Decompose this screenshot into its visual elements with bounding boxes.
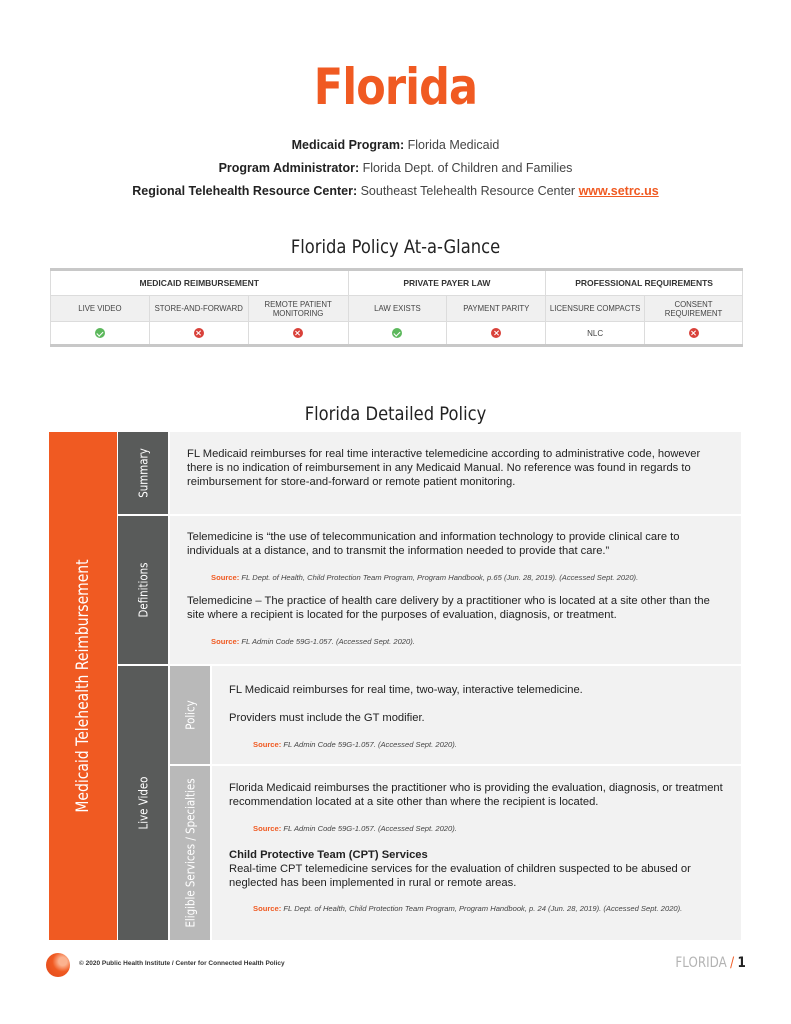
cchp-logo-icon	[46, 953, 70, 977]
group-private-payer-law: PRIVATE PAYER LAW	[348, 270, 546, 296]
policy-tab	[170, 666, 210, 764]
resource-center-label: Regional Telehealth Resource Center:	[132, 184, 358, 198]
val-payment-parity	[447, 322, 546, 346]
val-licensure-compacts: NLC	[546, 322, 645, 346]
definition-2-text: Telemedicine – The practice of health care delivery by a practitioner who is located at a site other than the site where a recipient is located for the purposes of evaluation, diagnosis, or treatment.	[187, 595, 710, 621]
glance-title: Florida Policy At-a-Glance	[290, 236, 501, 258]
footer-page-indicator	[676, 955, 746, 971]
val-remote-patient-monitoring	[248, 322, 348, 346]
footer-state: FLORIDA	[675, 955, 727, 971]
program-administrator-value: Florida Dept. of Children and Families	[362, 161, 573, 175]
policy-text-1: FL Medicaid reimburses for real time, two-way, interactive telemedicine.	[229, 684, 583, 696]
eligible-services-source: Source: FL Admin Code 59G-1.057. (Accessed Sept. 2020).	[253, 824, 457, 833]
definition-2-source: Source: FL Admin Code 59G-1.057. (Accessed Sept. 2020).	[211, 637, 415, 646]
category-bar	[49, 432, 117, 940]
definition-1-text: Telemedicine is “the use of telecommunication and information technology to provide clinical care to individuals at a distance, and to transmit the information needed to provide that care.”	[187, 531, 680, 557]
cpt-text: Real-time CPT telemedicine services for the evaluation of children suspected to be abused or neglected has been implemented in rural or remote areas.	[229, 863, 691, 889]
col-remote-patient-monitoring: REMOTE PATIENT MONITORING	[248, 296, 348, 322]
group-professional-requirements: PROFESSIONAL REQUIREMENTS	[546, 270, 743, 296]
source-label: Source:	[211, 573, 240, 582]
check-icon	[392, 328, 402, 338]
summary-text: FL Medicaid reimburses for real time interactive telemedicine according to administrative code, however there is no indication of reimbursement in any Medicaid Manual. No reference was found in regards to reimbursement for store-and-forward or remote patient monitoring.	[187, 448, 701, 488]
eligible-services-tab	[170, 766, 210, 940]
val-store-and-forward	[149, 322, 248, 346]
category-label: Medicaid Telehealth Reimbursement	[73, 559, 93, 813]
program-administrator-line	[0, 161, 791, 175]
col-licensure-compacts: LICENSURE COMPACTS	[546, 296, 645, 322]
cpt-source: Source: FL Dept. of Health, Child Protection Team Program, Program Handbook, p. 24 (Jun. 28, 2019). (Accessed Sept. 2020).	[253, 904, 683, 913]
definitions-label: Definitions	[135, 562, 151, 618]
col-store-and-forward: STORE-AND-FORWARD	[149, 296, 248, 322]
check-icon	[95, 328, 105, 338]
summary-tab	[118, 432, 168, 514]
group-medicaid-reimbursement: MEDICAID REIMBURSEMENT	[51, 270, 349, 296]
footer-separator: /	[730, 955, 735, 971]
glance-table	[50, 268, 743, 347]
page-number: 1	[737, 955, 746, 971]
source-label: Source:	[211, 637, 240, 646]
col-law-exists: LAW EXISTS	[348, 296, 447, 322]
source-label: Source:	[253, 904, 282, 913]
medicaid-program-line	[0, 138, 791, 152]
val-live-video	[51, 322, 150, 346]
col-consent-requirement: CONSENT REQUIREMENT	[645, 296, 743, 322]
page-title: Florida	[313, 58, 478, 116]
resource-center-line	[0, 184, 791, 198]
policy-label: Policy	[182, 700, 198, 730]
source-label: Source:	[253, 740, 282, 749]
policy-source: Source: FL Admin Code 59G-1.057. (Accessed Sept. 2020).	[253, 740, 457, 749]
detail-title: Florida Detailed Policy	[304, 403, 487, 425]
summary-label: Summary	[135, 448, 151, 498]
footer-copyright: © 2020 Public Health Institute / Center for Connected Health Policy	[79, 960, 285, 967]
val-consent-requirement	[645, 322, 743, 346]
resource-center-link[interactable]: www.setrc.us	[578, 184, 659, 198]
source-label: Source:	[253, 824, 282, 833]
col-live-video: LIVE VIDEO	[51, 296, 150, 322]
live-video-tab	[118, 666, 168, 940]
policy-text-2: Providers must include the GT modifier.	[229, 712, 425, 724]
medicaid-program-value: Florida Medicaid	[407, 138, 500, 152]
col-payment-parity: PAYMENT PARITY	[447, 296, 546, 322]
eligible-services-text: Florida Medicaid reimburses the practitioner who is providing the evaluation, diagnosis, or treatment recommendation located at a site other than where the recipient is located.	[229, 782, 723, 808]
eligible-services-label: Eligible Services / Specialties	[182, 778, 198, 928]
medicaid-program-label: Medicaid Program:	[291, 138, 405, 152]
live-video-label: Live Video	[135, 776, 151, 830]
x-icon	[293, 328, 303, 338]
x-icon	[689, 328, 699, 338]
resource-center-value: Southeast Telehealth Resource Center	[360, 184, 576, 198]
x-icon	[491, 328, 501, 338]
cpt-heading: Child Protective Team (CPT) Services	[229, 849, 428, 861]
definitions-tab	[118, 516, 168, 664]
val-law-exists	[348, 322, 447, 346]
x-icon	[194, 328, 204, 338]
definition-1-source: Source: FL Dept. of Health, Child Protection Team Program, Program Handbook, p.65 (Jun. 28, 2019). (Accessed Sept. 2020).	[211, 573, 639, 582]
program-administrator-label: Program Administrator:	[218, 161, 360, 175]
